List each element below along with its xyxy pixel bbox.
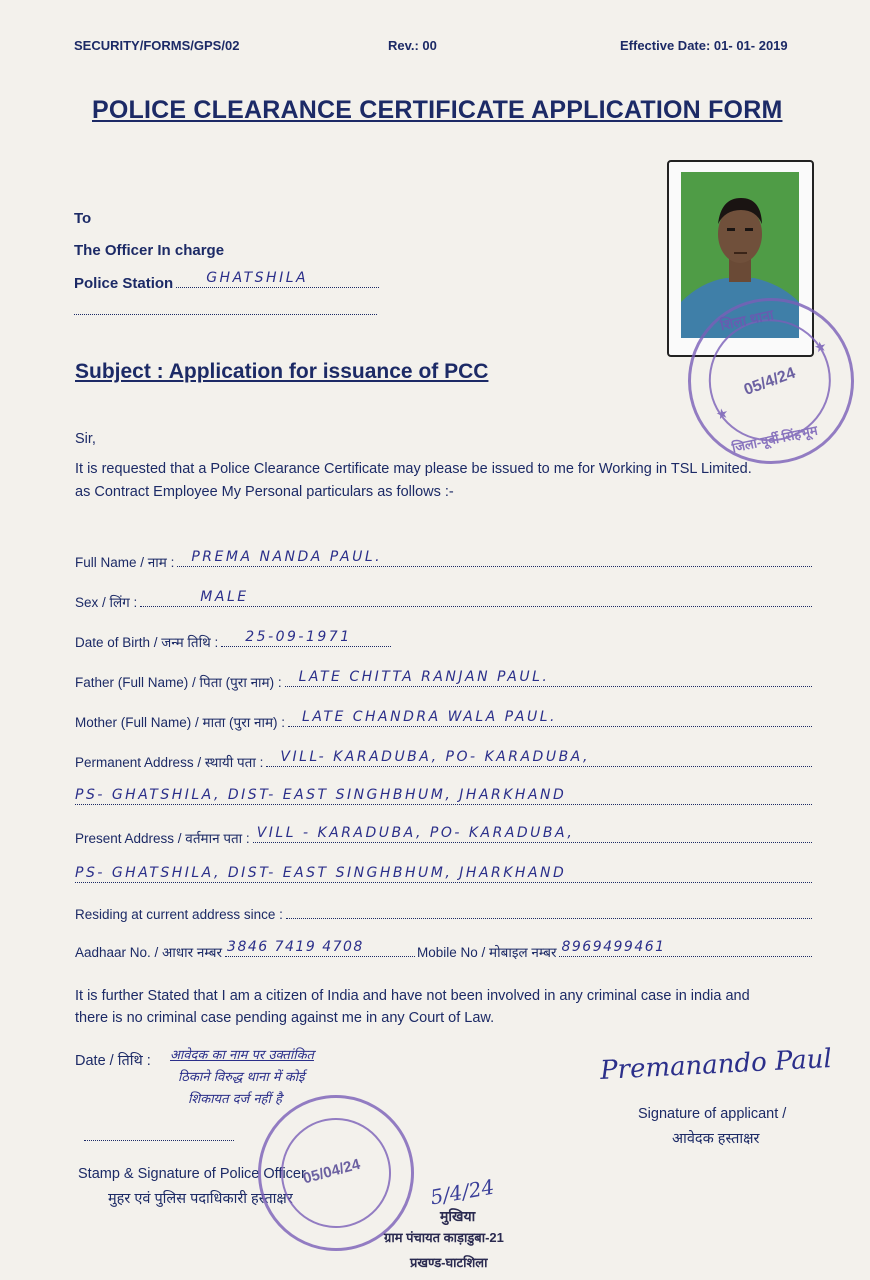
mother-field[interactable] xyxy=(288,709,812,727)
police-station-label: Police Station xyxy=(74,275,174,292)
officer-note-line-1: आवेदक का नाम पर उक्तांकित xyxy=(170,1048,314,1063)
address-blank-line xyxy=(74,314,377,315)
stamp-date: 05/4/24 xyxy=(741,364,798,399)
date-blank-line xyxy=(84,1140,234,1141)
dob-field[interactable] xyxy=(221,629,391,647)
officer-stamp-date: 05/04/24 xyxy=(301,1155,363,1188)
star-icon: ★ xyxy=(715,405,729,422)
sex-value: MALE xyxy=(200,589,249,605)
mobile-field[interactable] xyxy=(559,939,812,957)
mother-label: Mother (Full Name) / माता (पुरा नाम) : xyxy=(75,715,286,730)
father-field[interactable] xyxy=(285,669,812,687)
declaration-line-2: there is no criminal case pending against me in any Court of Law. xyxy=(75,1010,495,1026)
aadhaar-label: Aadhaar No. / आधार नम्बर xyxy=(75,945,223,960)
full-name-label: Full Name / नाम : xyxy=(75,555,175,570)
mobile-label: Mobile No / मोबाइल नम्बर xyxy=(417,945,557,960)
father-label: Father (Full Name) / पिता (पुरा नाम) : xyxy=(75,675,282,690)
officer-signature-label: Stamp & Signature of Police Officer xyxy=(78,1166,306,1182)
residing-since-row xyxy=(75,904,812,922)
mother-value: LATE CHANDRA WALA PAUL. xyxy=(302,709,557,725)
officer-note-line-2: ठिकाने विरुद्ध थाना में कोई xyxy=(178,1070,305,1085)
stamp-top-text: शिला थाना xyxy=(718,306,775,334)
present-address-label: Present Address / वर्तमान पता : xyxy=(75,831,250,846)
police-station-line xyxy=(74,270,379,292)
applicant-signature: Premanando Paul xyxy=(599,1043,833,1087)
present-address-line-2: PS- GHATSHILA, DIST- EAST SINGHBHUM, JHARKHAND xyxy=(75,865,567,881)
present-address-field[interactable] xyxy=(253,825,812,843)
applicant-signature-label-hindi: आवेदक हस्ताक्षर xyxy=(672,1131,760,1147)
sex-field[interactable] xyxy=(140,589,812,607)
police-station-value: GHATSHILA xyxy=(206,270,309,286)
aadhaar-value: 3846 7419 4708 xyxy=(227,939,364,955)
applicant-signature-label: Signature of applicant / xyxy=(638,1106,787,1122)
dob-row xyxy=(75,629,812,651)
to-label: To xyxy=(74,210,92,227)
full-name-value: PREMA NANDA PAUL. xyxy=(191,549,383,565)
aadhaar-field[interactable] xyxy=(225,939,415,957)
declaration-line-1: It is further Stated that I am a citizen of India and have not been involved in any criminal case in india and xyxy=(75,988,750,1004)
mukhiya-panchayat: ग्राम पंचायत काड़ाडुबा-21 xyxy=(384,1230,504,1245)
residing-since-label: Residing at current address since : xyxy=(75,907,283,922)
officer-note-line-3: शिकायत दर्ज नहीं है xyxy=(188,1092,282,1107)
salutation: Sir, xyxy=(75,431,96,447)
permanent-address-label: Permanent Address / स्थायी पता : xyxy=(75,755,264,770)
mother-row xyxy=(75,709,812,731)
request-text-line-2: as Contract Employee My Personal particulars as follows :- xyxy=(75,484,454,500)
mukhiya-block: प्रखण्ड-घाटशिला xyxy=(410,1255,488,1270)
mukhiya-signature-date: 5/4/24 xyxy=(428,1174,496,1210)
mukhiya-title: मुखिया xyxy=(440,1208,476,1224)
officer-signature-label-hindi: मुहर एवं पुलिस पदाधिकारी हस्ताक्षर xyxy=(108,1191,293,1207)
dob-label: Date of Birth / जन्म तिथि : xyxy=(75,635,219,650)
father-value: LATE CHITTA RANJAN PAUL. xyxy=(298,669,550,685)
form-code: SECURITY/FORMS/GPS/02 xyxy=(74,38,240,53)
police-station-field[interactable] xyxy=(176,270,379,288)
permanent-address-row xyxy=(75,749,812,771)
star-icon: ★ xyxy=(813,339,828,355)
present-address-line-1: VILL - KARADUBA, PO- KARADUBA, xyxy=(256,825,575,841)
present-address-field-2[interactable] xyxy=(75,865,812,883)
id-numbers-row xyxy=(75,939,812,961)
date-label: Date / तिथि : xyxy=(75,1053,151,1069)
residing-since-field[interactable] xyxy=(286,904,812,919)
permanent-address-line-1: VILL- KARADUBA, PO- KARADUBA, xyxy=(280,749,590,765)
stamp-bottom-text: जिला-पूर्वी सिंहभूम xyxy=(730,422,819,456)
sex-label: Sex / लिंग : xyxy=(75,595,138,610)
revision-number: Rev.: 00 xyxy=(388,38,437,53)
effective-date: Effective Date: 01- 01- 2019 xyxy=(620,38,788,53)
dob-value: 25-09-1971 xyxy=(245,629,352,645)
request-text-line-1: It is requested that a Police Clearance Certificate may please be issued to me for Working in TSL Limited. xyxy=(75,461,752,477)
sex-row xyxy=(75,589,812,611)
permanent-address-field[interactable] xyxy=(266,749,812,767)
permanent-address-line-2: PS- GHATSHILA, DIST- EAST SINGHBHUM, JHARKHAND xyxy=(75,787,567,803)
present-address-row-2 xyxy=(75,865,812,883)
full-name-row xyxy=(75,549,812,571)
permanent-address-field-2[interactable] xyxy=(75,787,812,805)
permanent-address-row-2 xyxy=(75,787,812,805)
present-address-row xyxy=(75,825,812,847)
form-title: POLICE CLEARANCE CERTIFICATE APPLICATION FORM xyxy=(92,96,783,124)
officer-label: The Officer In charge xyxy=(74,242,225,259)
subject-heading: Subject : Application for issuance of PCC xyxy=(75,360,489,383)
full-name-field[interactable] xyxy=(177,549,812,567)
father-row xyxy=(75,669,812,691)
mobile-value: 8969499461 xyxy=(561,939,666,955)
